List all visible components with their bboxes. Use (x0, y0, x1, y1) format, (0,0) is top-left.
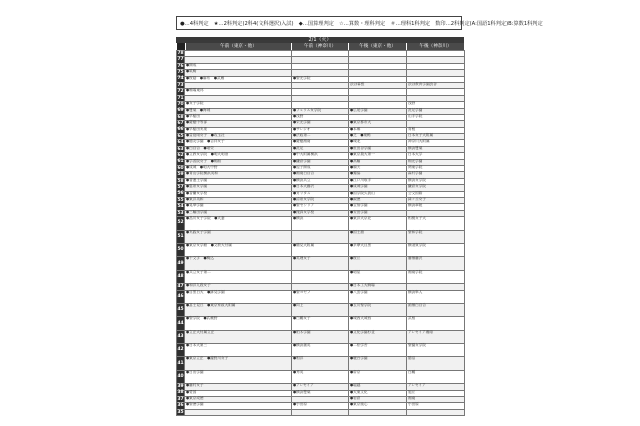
school-cell: ●東京成徳 (185, 397, 292, 403)
school-cell: ●高輪 (349, 159, 407, 165)
school-cell: ●東京純心 (349, 403, 407, 409)
school-cell: 青稜 (407, 127, 465, 133)
school-cell: アレセイア湘南 (407, 330, 465, 343)
school-cell: 横浜翠陵 (407, 204, 465, 210)
school-cell: ●国士舘 (349, 230, 407, 243)
table-row (177, 409, 465, 415)
school-cell: ●浅野 (292, 114, 349, 120)
table-row (177, 290, 465, 303)
table-row (177, 243, 465, 256)
school-cell: ●青山学院横浜英和 (185, 172, 292, 178)
school-cell: ●和洋九段女子 (185, 284, 292, 290)
date-header: 2/1（火） (176, 37, 464, 43)
school-cell: ●玉川聖学院 (349, 303, 407, 316)
school-cell: 白鵬 (407, 370, 465, 383)
school-cell: ●駒場東邦 (185, 89, 292, 95)
school-cell: ●日出学園 (185, 370, 292, 383)
school-cell: ●鶴見大附属 (292, 243, 349, 256)
table-row (177, 217, 465, 230)
school-cell: ●湘南白百合 (292, 172, 349, 178)
school-cell: ●慶應中等部 (185, 121, 292, 127)
level-label: 61 (177, 159, 184, 165)
school-cell (292, 230, 349, 243)
school-cell: ●堀越 (349, 384, 407, 390)
level-label: 70 (177, 101, 184, 107)
level-label: 35 (177, 409, 184, 415)
legend (176, 16, 543, 30)
school-cell: ●向上 (292, 303, 349, 316)
school-cell: 相模女子大 (407, 217, 465, 230)
school-cell: ●相洋 (292, 357, 349, 370)
school-cell: ●東京立正 ●瀧野川女子 (185, 357, 292, 370)
school-cell: ●早稲田 (185, 114, 292, 120)
school-cell: ●明星 (349, 270, 407, 283)
level-label: 48 (177, 270, 185, 283)
column-header: 午前（東京・他） (185, 43, 291, 50)
school-cell: ●目黒日大 ●跡見学園 (185, 290, 292, 303)
level-label: 64 (177, 140, 184, 146)
level-label: 76 (177, 63, 184, 69)
legend-item: ◆…国算理判定 (298, 21, 334, 27)
school-cell (407, 409, 465, 415)
school-cell: ●カリタス (292, 191, 349, 197)
level-header (176, 43, 185, 50)
school-cell: ●聖光学院 (292, 76, 349, 82)
school-cell: ●逗子開成 (292, 166, 349, 172)
level-label: 36 (177, 403, 184, 409)
level-label: 72 (177, 89, 184, 95)
school-cell: 渋谷幕張 (349, 82, 407, 88)
school-cell: ●広尾学園 (349, 108, 407, 114)
school-cell: ●桜丘 (349, 257, 407, 270)
school-cell: 函嶺白百合 (407, 303, 465, 316)
school-cell: 洗足学園 (407, 108, 465, 114)
school-cell: 森村学園 (407, 172, 465, 178)
level-label: 43 (177, 330, 185, 343)
school-cell: 湘南学院 (407, 270, 465, 283)
school-cell: ●サレジオ (292, 127, 349, 133)
school-cell: ●東洋英和 (185, 197, 292, 203)
schedule-sheet (176, 37, 464, 420)
school-cell: ●普連土学園 (185, 178, 292, 184)
level-label: 37 (177, 396, 184, 402)
school-cell: ●順天 (349, 166, 407, 172)
school-cell (185, 409, 292, 415)
school-cell: 公文国際 (407, 191, 465, 197)
school-cell: ●世田谷学園 (349, 146, 407, 152)
school-cell: ●芝 ●巣鴨 (349, 134, 407, 140)
level-label: 46 (177, 290, 185, 303)
level-label: 49 (177, 257, 185, 270)
level-label: 39 (177, 384, 184, 390)
level-label: 45 (177, 303, 185, 316)
level-label: 78 (177, 50, 184, 56)
school-cell: 横浜雙葉 (407, 146, 465, 152)
level-label: 59 (177, 172, 184, 178)
level-label: 54 (177, 204, 184, 210)
school-cell: ●鎌倉学園 (292, 159, 349, 165)
level-label: 47 (177, 283, 184, 289)
level-label: 63 (177, 146, 184, 152)
school-cell: ●栄光学園 (292, 121, 349, 127)
school-cell: ●藤村女子 (185, 384, 292, 390)
school-cell: ●横浜雙葉 (292, 390, 349, 396)
level-label: 77 (177, 57, 184, 63)
school-cell: ●城西大城西 (349, 317, 407, 330)
level-label: 66 (177, 127, 184, 133)
school-cell: ●日本大第三 (185, 344, 292, 357)
school-cell: ●聖ヨゼフ (292, 290, 349, 303)
school-cell: ●東京女学館 ●文教大付属 (185, 243, 292, 256)
column-header: 午後（東京・他） (348, 43, 406, 50)
school-cell: ●香蘭女学校 (185, 191, 292, 197)
level-label: 69 (177, 108, 184, 114)
school-cell: ●二松学舎 (349, 344, 407, 357)
school-cell: ●成城 ●明大中野 (185, 166, 292, 172)
level-label: 50 (177, 243, 185, 256)
school-cell: 藤嶺藤沢 (407, 257, 465, 270)
legend-item: 数印…2科判定(A:国語1科判定)B:算数1科判定 (435, 21, 543, 27)
school-cell: ●駿台学園 (349, 357, 407, 370)
school-cell: ●鴎友学園 ●吉祥女子 (185, 140, 292, 146)
level-label: 52 (177, 217, 185, 230)
school-cell: ●三輪田学園 (185, 210, 292, 216)
legend-item: ★…2科判定(2科4(文科選択)入試) (213, 21, 294, 27)
school-cell: 湘南 (407, 397, 465, 403)
table-row (177, 230, 465, 243)
school-cell: ●白百合 ●頌栄 (185, 146, 292, 152)
level-label: 57 (177, 185, 184, 190)
level-label: 40 (177, 370, 185, 383)
school-cell: ●桜蔭 ●麻布 ●武蔵 (185, 76, 292, 82)
school-cell: ●八雲学園 (349, 290, 407, 303)
table-row (177, 370, 465, 383)
school-cell: アレセイア (407, 384, 465, 390)
legend-item: ☆…算数・理科判定 (339, 21, 386, 27)
school-cell: ●白鵬女子 (292, 317, 349, 330)
school-cell: 小田原 (407, 403, 465, 409)
school-cell: ●成城学園 (349, 185, 407, 191)
school-cell: ●アレセイア (292, 384, 349, 390)
level-label: 58 (177, 178, 184, 184)
level-label: 53 (177, 210, 184, 216)
school-cell: ●江戸川取手 (349, 178, 407, 184)
school-cell: ●城北 (349, 140, 407, 146)
school-cell: ●宝仙学園 (349, 204, 407, 210)
school-cell: ●中大附属横浜 (292, 153, 349, 159)
school-cell: ●聖セシリア (292, 204, 349, 210)
school-cell: ●文化学園杉並 (349, 330, 407, 343)
school-cell: ●富士見丘 ●東京家政大附属 (185, 303, 292, 316)
school-cell: 神奈川大附属 (407, 140, 465, 146)
school-cell: ●品川女子学院 ●大妻 (185, 217, 292, 230)
school-cell: ●豊島岡女子 ●攻玉社 (185, 134, 292, 140)
school-cell: ●恵泉女学園 (185, 185, 292, 191)
school-cell: 旭丘 (407, 390, 465, 396)
level-label: 41 (177, 357, 185, 370)
school-cell: 日本大学 (407, 153, 465, 159)
level-label: 56 (177, 191, 184, 197)
level-label: 55 (177, 197, 184, 203)
school-cell: ●開成 (185, 63, 292, 69)
school-cell: ●獨協 (349, 172, 407, 178)
school-cell: 緑ヶ丘女子 (407, 197, 465, 203)
school-cell: ●横浜共立 (292, 178, 349, 184)
school-cell: ●東京農大第一 (349, 153, 407, 159)
school-cell: ●清泉女学院 (292, 197, 349, 203)
school-cell: ●実践女子学園 (185, 230, 292, 243)
school-cell: 桐光学園 (407, 159, 465, 165)
school-cell: 浅野 (407, 102, 465, 108)
school-cell: ●フェリス女学院 (292, 108, 349, 114)
school-cell: ●共立女子第二 (185, 270, 292, 283)
school-cell: ●英理女子 (292, 257, 349, 270)
school-cell: ●岩倉 (349, 397, 407, 403)
school-cell: ●慶應湘南 (292, 140, 349, 146)
school-cell: ●雙葉 ●海城 (185, 108, 292, 114)
school-cell: ●洗足 (292, 146, 349, 152)
school-cell: 関東学院 (407, 166, 465, 172)
school-cell: ●女子学院 (185, 102, 292, 108)
school-cell: ●日本工大駒場 (349, 284, 407, 290)
school-cell: ●立正大付属立正 (185, 330, 292, 343)
table-row (177, 330, 465, 343)
school-cell: ●淑徳 (349, 197, 407, 203)
school-cell: 横浜隼人 (407, 290, 465, 303)
school-cell: ●帝京 (349, 370, 407, 383)
table-row (177, 257, 465, 270)
level-label: 74 (177, 76, 184, 82)
school-cell: 横浜女学院 (407, 178, 465, 184)
school-cell: 聖和学院 (407, 230, 465, 243)
school-cell (292, 270, 349, 283)
school-cell: ●捜真女学校 (292, 210, 349, 216)
school-cell: 鎌倉女学院 (407, 185, 465, 191)
table-row (177, 357, 465, 370)
table-row (177, 317, 465, 330)
school-cell: ●多摩大目黒 (349, 243, 407, 256)
school-cell: 山手学院 (407, 114, 465, 120)
level-label: 62 (177, 153, 184, 159)
level-label: 51 (177, 230, 185, 243)
school-cell: ●横浜 (292, 217, 349, 230)
school-cell: ●学習院女子 ●桐朋 (185, 159, 292, 165)
school-cell: ●立教女学院 ●明大明治 (185, 153, 292, 159)
school-cell (349, 409, 407, 415)
level-label: 68 (177, 114, 184, 120)
school-cell: 横須賀学院 (407, 243, 465, 256)
school-cell: 聖園女学院 (407, 344, 465, 357)
school-cell (292, 409, 349, 415)
school-cell: ●聖徳学園 (185, 403, 292, 409)
level-label: 65 (177, 133, 184, 139)
level-label: 71 (177, 95, 184, 101)
table-row (177, 303, 465, 316)
school-cell: ●国学院久我山 (349, 191, 407, 197)
school-cell: 渋谷教育学園渋谷 (407, 82, 465, 88)
school-cell: ●小田原 (292, 403, 349, 409)
school-cell: 日本女子大附属 (407, 134, 465, 140)
school-cell: ●十文字 ●駒込 (185, 257, 292, 270)
level-label: 67 (177, 121, 184, 127)
school-cell: ●早稲田実業 (185, 127, 292, 133)
school-cell: ●日本大藤沢 (292, 185, 349, 191)
school-cell: ●愛国 (185, 390, 292, 396)
level-label: 73 (177, 82, 184, 88)
school-cell: ●筑駒 (185, 70, 292, 76)
school-cell: ●大東文化 (349, 390, 407, 396)
column-header: 午前（神奈川） (291, 43, 348, 50)
school-cell: ●東京都市大 (349, 121, 407, 127)
school-cell: ●安田学園 (349, 210, 407, 216)
column-header: 午後（神奈川） (406, 43, 464, 50)
level-label: 75 (177, 69, 184, 75)
school-cell: ●柏木学園 (292, 330, 349, 343)
school-cell: ●東洋大京北 (349, 217, 407, 230)
schedule-table (176, 50, 465, 416)
level-label: 44 (177, 317, 185, 330)
school-cell: ●法政第二 (292, 134, 349, 140)
level-label: 38 (177, 390, 184, 396)
school-cell: 武相 (407, 317, 465, 330)
school-cell: ●横浜創英 (292, 344, 349, 357)
table-row (177, 270, 465, 283)
level-label: 42 (177, 344, 185, 357)
school-cell: 鵠沼 (407, 357, 465, 370)
legend-item: ●…4科判定 (180, 21, 209, 27)
level-label: 60 (177, 165, 184, 171)
column-headers (176, 43, 464, 50)
school-cell: ●本郷 (349, 127, 407, 133)
school-cell: ●晃華学園 (185, 204, 292, 210)
legend-item: ＃…理科1科判定 (390, 21, 431, 27)
school-cell: ●聖学院 ●武蔵野 (185, 317, 292, 330)
school-cell: ●秀英 (292, 370, 349, 383)
table-row (177, 344, 465, 357)
